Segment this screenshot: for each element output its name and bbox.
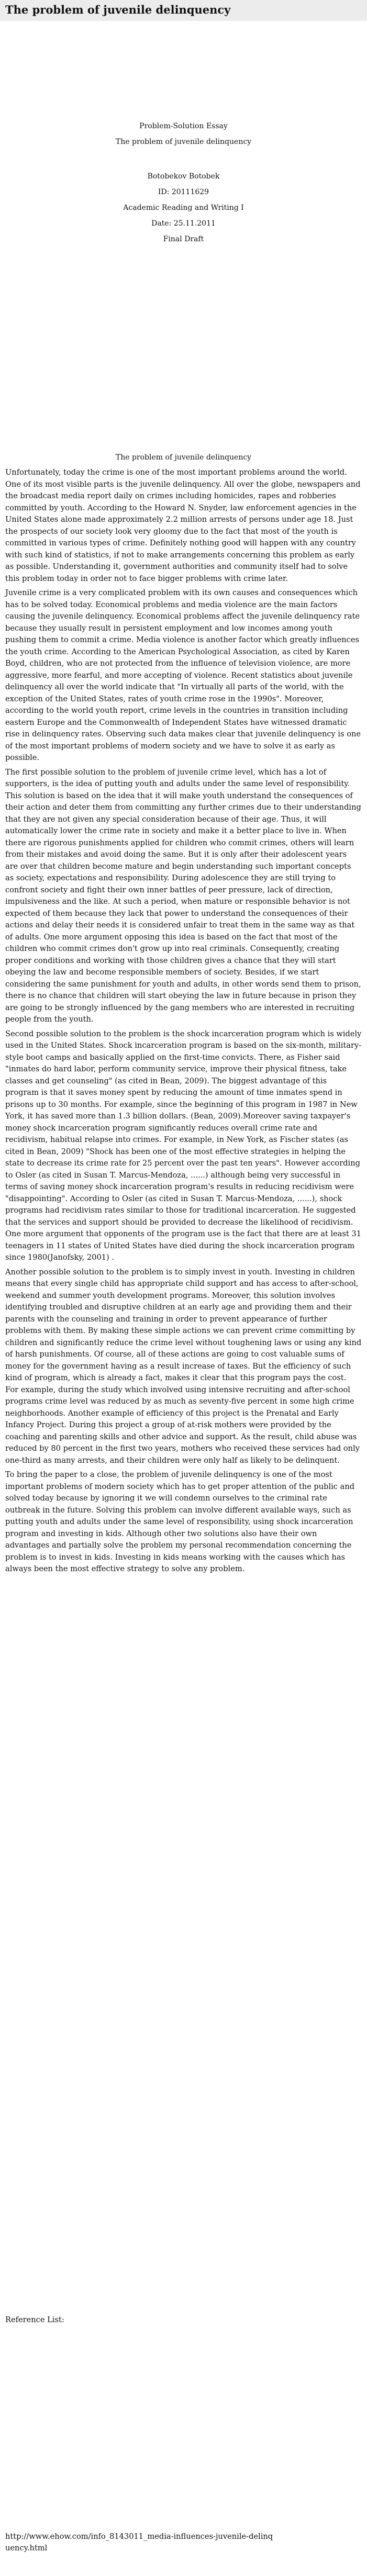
paragraph-solution-equal-responsibility: The first possible solution to the problem of juvenile crime level, which has a lot of supporters, is the idea of putting youth and adults under the same level of responsibility. This solution is based on the idea that it will make youth understand the consequences of their action and deter them from committing any further crimes due to their understanding that they are not given any special consideration because of their age. Thus, it will automatically lower the crime rate in society and make it a better place to live in. When there are rigorous punishments applied for children who commit crimes, others will learn from their mistakes and avoid doing the same. But it is only after their adolescent years are over that children become mature and begin understanding such important concepts as society, expectations and responsibility. During adolescence they are still trying to confront society and fight their own inner battles of peer pressure, lack of direction, impulsiveness and the like. At such a period, when mature or responsible behavior is not expected of them because they lack that power to understand the consequences of their actions and delay their needs it is considered unfair to treat them in the same way as that of adults. One more argument opposing this idea is based on the fact that most of the children who commit crimes don't grow up into real criminals. Consequently, creating proper conditions and working with those children gives a chance that they will start obeying the law and become responsible members of society. Besides, if we start considering the same punishment for youth and adults, in other words send them to prison, there is no chance that children will start obeying the law in future because in prison they are going to be strongly influenced by the gang members who are interested in recruiting people from the youth.	[5, 767, 361, 1024]
reference-list-label: Reference List:	[5, 2315, 64, 2324]
reference-link[interactable]: http://www.ehow.com/info_8143011_media-influences-juvenile-delinquency.html	[5, 2532, 273, 2552]
paragraph-introduction: Unfortunately, today the crime is one of the most important problems around the world. One of its most visible parts is the juvenile delinquency. All over the globe, newspapers and the broadcast media report daily on crimes including homicides, rapes and robberies committed by youth. According to the Howard N. Snyder, law enforcement agencies in the United States alone made approximately 2.2 million arrests of persons under age 18. Just the prospects of our society look very gloomy due to the fact that most of the youth is committed in various types of crime. Definitely nothing good will happen with any country with such kind of statistics, if not to make arrangements concerning this problem as early as possible. Understanding it, government authorities and community itself had to solve this problem today in order not to face bigger problems with crime later.	[5, 468, 361, 583]
body-heading: The problem of juvenile delinquency	[115, 453, 252, 462]
author-name: Botobekov Botobek	[147, 172, 220, 181]
paragraph-solution-invest-in-youth: Another possible solution to the problem is to simply invest in youth. Investing in children means that every single child has appropriate child support and has access to after-school, weekend and summer youth development programs. Moreover, this solution involves identifying troubled and disruptive children at an early age and providing them and their parents with the counseling and training in order to prevent appearance of further problems with them. By making these simple actions we can prevent crime committing by children and significantly reduce the crime level without toughening laws or using any kind of harsh punishments. Of course, all of these actions are going to cost valuable sums of money for the government having as a result increase of taxes. But the efficiency of such kind of program, which is already a fact, makes it clear that this program pays the cost. For example, during the study which involved using intensive recruiting and after-school programs crime level was reduced by as much as seventy-five percent in some high crime neighborhoods. Another example of efficiency of this project is the Prenatal and Early Infancy Project. During this project a group of at-risk mothers were provided by the coaching and parenting skills and other advice and support. As the result, child abuse was reduced by 80 percent in the first two years, mothers who received these services had only one-third as many arrests, and their children were only half as likely to be delinquent.	[5, 1267, 362, 1465]
course-name: Academic Reading and Writing I	[123, 204, 244, 212]
cover-block	[0, 118, 367, 247]
cover-spacer	[0, 150, 367, 169]
cover-subtitle: The problem of juvenile delinquency	[115, 138, 252, 146]
submission-date: Date: 25.11.2011	[151, 219, 216, 228]
student-id: ID: 20111629	[158, 188, 209, 196]
essay-type: Problem-Solution Essay	[139, 122, 228, 130]
paragraph-conclusion: To bring the paper to a close, the problem of juvenile delinquency is one of the most important problems of modern society which has to get proper attention of the public and solved today because by ignoring it we will condemn ourselves to the criminal rate outbreak in the future. Solving this problem can involve different available ways, such as putting youth and adults under the same level of responsibility, using shock incarceration program and investing in kids. Although other two solutions also have their own advantages and partially solve the problem my personal recommendation concerning the problem is to invest in kids. Investing in kids means working with the causes which has always been the most effective strategy to solve any problem.	[5, 1470, 355, 1573]
paragraph-causes: Juvenile crime is a very complicated problem with its own causes and consequences which has to be solved today. Economical problems and media violence are the main factors causing the juvenile delinquency. Economical problems affect the juvenile delinquency rate because they usually result in persistent employment and low incomes among youth pushing them to commit a crime. Media violence is another factor which greatly influences the youth crime. According to the American Psychological Association, as cited by Karen Boyd, children, who are not protected from the influence of television violence, are more aggressive, more fearful, and more accepting of violence. Recent statistics about juvenile delinquency all over the world indicate that "In virtually all parts of the world, with the exception of the United States, rates of youth crime rose in the 1990s". Moreover, according to the world youth report, crime levels in the countries in transition including eastern Europe and the Commonwealth of Independent States have witnessed dramatic rise in delinquency rates. Observing such data makes clear that juvenile delinquency is one of the most important problems of modern society and we have to solve it as early as possible.	[5, 588, 361, 762]
document-title: The problem of juvenile delinquency	[5, 3, 231, 16]
paragraph-solution-shock-incarceration: Second possible solution to the problem is the shock incarceration program which is widely used in the United States. Shock incarceration program is based on the six-month, military-style boot camps and basically applied on the first-time convicts. There, as Fisher said "inmates do hard labor, perform community service, improve their physical fitness, take classes and get counseling" (as cited in Bean, 2009). The biggest advantage of this program is that it saves money spent by reducing the amount of time inmates spend in prisons up to 30 months. For example, since the beginning of this program in 1987 in New York, it has saved more than 1.3 billion dollars. (Bean, 2009).Moreover saving taxpayer's money shock incarceration program significantly reduces overall crime rate and recidivism, habitual relapse into crimes. For example, in New York, as Fischer states (as cited in Bean, 2009) "Shock has been one of the most effective strategies in helping the state to decrease its crime rate for 25 percent over the past ten years". However according to Osler (as cited in Susan T. Marcus-Mendoza, ......) although being very successful in terms of saving money shock incarceration program's results in reducing recidivism were "disappointing". According to Osler (as cited in Susan T. Marcus-Mendoza, ......), shock programs had recidivism rates similar to those for traditional incarceration. He suggested that the services and support should be provided to decrease the likelihood of recidivism. One more argument that opponents of the program use is the fact that there are at least 31 teenagers in 11 states of United States have died during the shock incarceration program since 1980(Janofsky, 2001) .	[5, 1029, 362, 1262]
essay-body	[5, 467, 362, 1578]
draft-label: Final Draft	[163, 235, 204, 243]
